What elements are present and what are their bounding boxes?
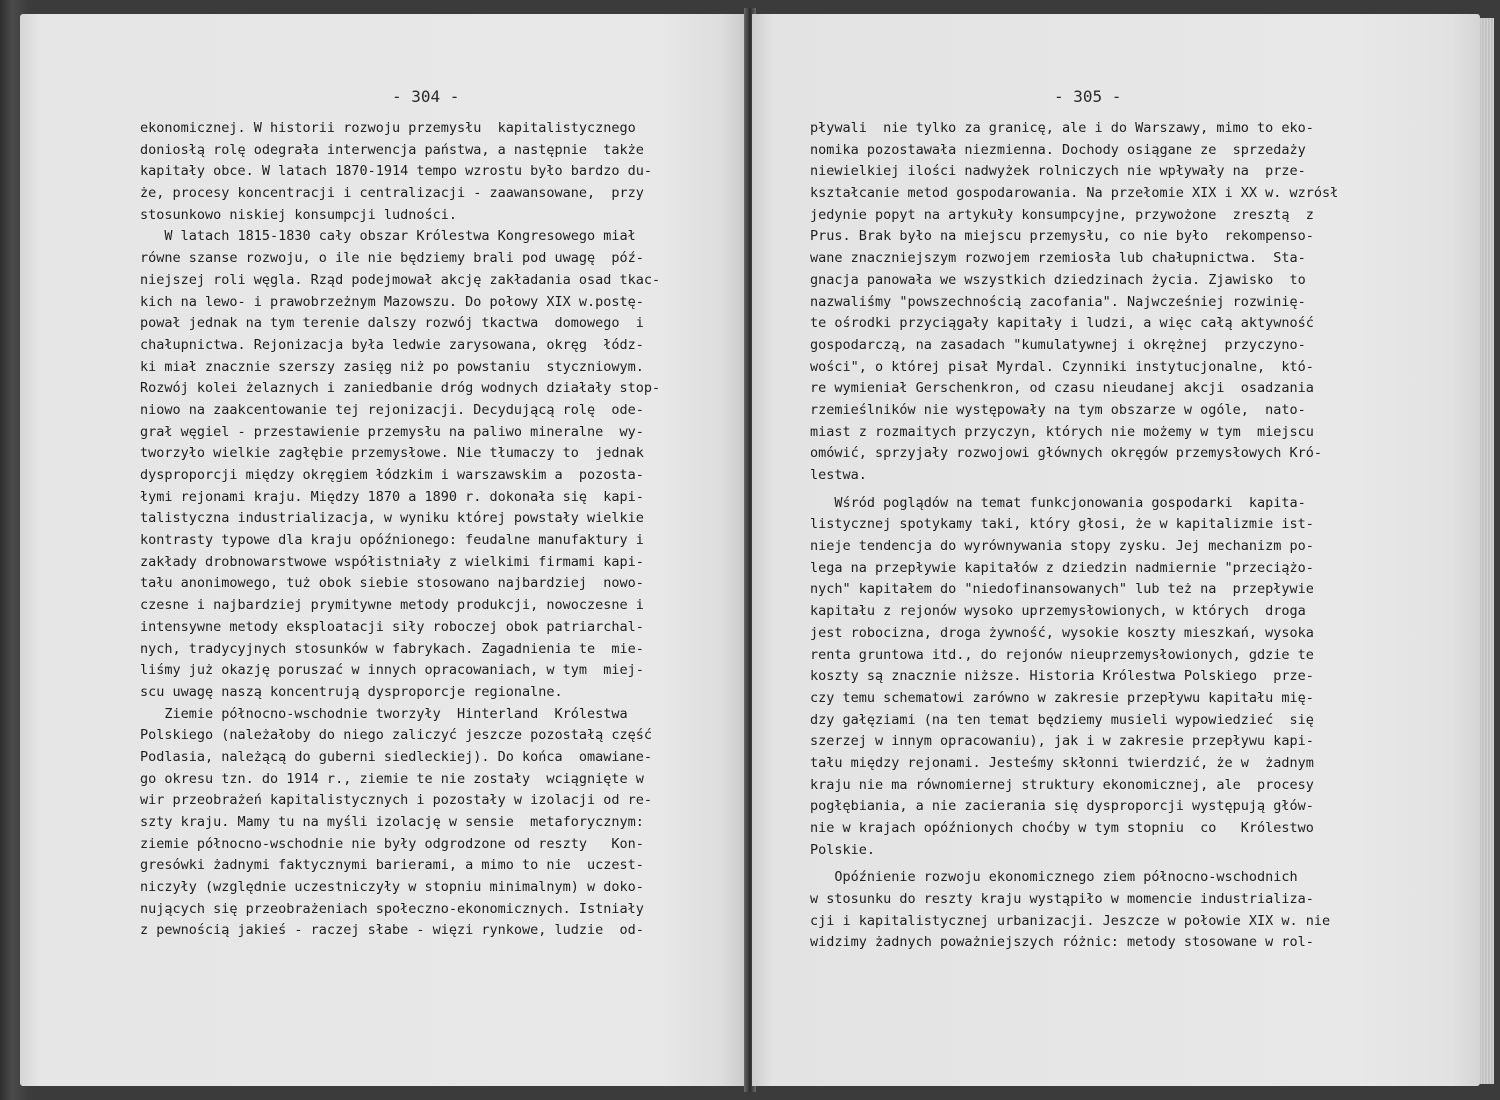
text-line: niejszej roli węgla. Rząd podejmował akcję zakładania osad tkac-	[140, 271, 661, 288]
text-line: re wymieniał Gerschenkron, od czasu nieudanej akcji osadzania	[810, 380, 1314, 397]
text-line: pływali nie tylko za granicę, ale i do Warszawy, mimo to eko-	[810, 120, 1314, 136]
text-line: gresówki żadnymi faktycznymi barierami, a mimo to nie uczest-	[140, 857, 644, 874]
text-line: Wśród poglądów na temat funkcjonowania gospodarki kapita-	[810, 494, 1306, 511]
text-line: nie w krajach opóźnionych choćby w tym stopniu co Królestwo	[810, 820, 1314, 836]
text-line: omówić, sprzyjały rozwojowi głównych okręgów przemysłowych Kró-	[810, 445, 1323, 462]
text-line: gnacja panowała we wszystkich dziedzinach życia. Zjawisko to	[810, 271, 1306, 288]
text-line: niowo na zaakcentowanie tej rejonizacji. Decydującą rolę ode-	[140, 401, 644, 418]
text-line: niewielkiej ilości nadwyżek rolniczych nie wpływały na prze-	[810, 163, 1306, 180]
text-line: z pewnością jakieś - raczej słabe - więzi rynkowe, ludzie od-	[140, 922, 644, 939]
text-line: kapitału z rejonów wysoko uprzemysłowionych, w których droga	[810, 603, 1306, 620]
text-line: Polskie.	[810, 841, 876, 858]
text-line: Ziemie północno-wschodnie tworzyły Hinterland Królestwa	[140, 705, 628, 722]
text-line: lega na przepływie kapitałów z dziedzin nadmiernie "przeciążo-	[810, 559, 1314, 576]
text-line: tworzyło wielkie zagłębie przemysłowe. Nie tłumaczy to jednak	[140, 445, 644, 462]
text-line: szty kraju. Mamy tu na myśli izolację w sensie metaforycznym:	[140, 814, 644, 830]
text-line: doniosłą rolę odegrała interwencja państwa, a następnie także	[140, 141, 644, 158]
left-page-text	[140, 118, 700, 942]
text-line: talistyczna industrializacja, w wyniku której powstały wielkie	[140, 510, 644, 527]
text-line: grał węgiel - przestawienie przemysłu na paliwo mineralne wy-	[140, 423, 644, 440]
text-line: niczyły (względnie uczestniczyły w stopniu minimalnym) w doko-	[140, 879, 644, 896]
text-line: kontrasty typowe dla kraju opóźnionego: feudalne manufaktury i	[140, 532, 644, 549]
text-line: W latach 1815-1830 cały obszar Królestwa Kongresowego miał	[140, 228, 636, 245]
text-line: nazwaliśmy "powszechnością zacofania". Najwcześniej rozwinię-	[810, 293, 1306, 310]
text-line: nomika pozostawała niezmienna. Dochody osiągane ze sprzedaży	[810, 141, 1306, 158]
text-line: koszty są znacznie niższe. Historia Królestwa Polskiego prze-	[810, 668, 1314, 685]
text-line: miast z rozmaitych przyczyn, których nie możemy w tym miejscu	[810, 423, 1314, 440]
page-number-left: - 304 -	[392, 87, 460, 106]
left-page	[20, 14, 748, 1086]
text-line: kształcanie metod gospodarowania. Na przełomie XIX i XX w. wzrósł	[810, 185, 1339, 202]
text-line: renta gruntowa itd., do rejonów nieuprzemysłowionych, gdzie te	[810, 646, 1314, 663]
text-line: Podlasia, należącą do guberni siedleckiej). Do końca omawiane-	[140, 748, 653, 765]
text-line: zakłady drobnowarstwowe współistniały z wielkimi firmami kapi-	[140, 553, 644, 570]
text-line: ki miał znacznie szerszy zasięg niż po powstaniu styczniowym.	[140, 358, 644, 375]
text-line: kapitały obce. W latach 1870-1914 tempo wzrostu było bardzo du-	[140, 163, 653, 180]
text-line: scu uwagę naszą koncentrują dysproporcje regionalne.	[140, 683, 563, 700]
text-line: widzimy żadnych poważniejszych różnic: metody stosowane w rol-	[810, 934, 1314, 951]
text-line: łymi rejonami kraju. Między 1870 a 1890 r. dokonała się kapi-	[140, 488, 644, 505]
text-line: pogłębiania, a nie zacierania się dysproporcji występują głów-	[810, 798, 1314, 815]
text-line: rzemieślników nie występowały na tym obszarze w ogóle, nato-	[810, 401, 1306, 418]
text-line: gospodarczą, na zasadach "kumulatywnej i okrężnej przyczyno-	[810, 336, 1306, 353]
text-line: tału anonimowego, tuż obok siebie stosowano najbardziej nowo-	[140, 575, 644, 592]
text-line: tału między rejonami. Jesteśmy skłonni twierdzić, że w żadnym	[810, 754, 1314, 771]
text-line: równe szanse rozwoju, o ile nie będziemy brali pod uwagę póź-	[140, 250, 644, 267]
text-line: Rozwój kolei żelaznych i zaniedbanie dróg wodnych działały stop-	[140, 380, 661, 397]
text-line: czy temu schematowi zarówno w zakresie przepływu kapitału mię-	[810, 689, 1314, 706]
text-line: Polskiego (należałoby do niego zaliczyć jeszcze pozostałą część	[140, 727, 653, 744]
text-line: że, procesy koncentracji i centralizacji - zaawansowane, przy	[140, 185, 644, 202]
text-line: szerzej w innym opracowaniu), jak i w zakresie przepływu kapi-	[810, 733, 1314, 750]
text-line: kraju nie ma równomiernej struktury ekonomicznej, ale procesy	[810, 776, 1314, 793]
text-line: kich na lewo- i prawobrzeżnym Mazowszu. Do połowy XIX w.postę-	[140, 293, 644, 310]
right-page-text	[810, 118, 1370, 954]
text-line: czesne i najbardziej prymitywne metody produkcji, nowoczesne i	[140, 597, 644, 614]
text-line: Opóźnienie rozwoju ekonomicznego ziem północno-wschodnich	[810, 869, 1298, 886]
page-number-right: - 305 -	[1054, 87, 1122, 106]
text-line: wir przeobrażeń kapitalistycznych i pozostały w izolacji od re-	[140, 792, 653, 809]
text-line: nych" kapitałem do "niedofinansowanych" lub też na przepływie	[810, 581, 1314, 598]
text-line: wane znaczniejszym rozwojem rzemiosła lub chałupnictwa. Sta-	[810, 250, 1306, 267]
text-line: pował jednak na tym terenie dalszy rozwój tkactwa domowego i	[140, 315, 644, 332]
text-line: stosunkowo niskiej konsumpcji ludności.	[140, 206, 457, 223]
text-line: listycznej spotykamy taki, który głosi, że w kapitalizmie ist-	[810, 516, 1314, 533]
text-line: nieje tendencja do wyrównywania stopy zysku. Jej mechanizm po-	[810, 538, 1314, 555]
text-line: go okresu tzn. do 1914 r., ziemie te nie zostały wciągnięte w	[140, 770, 644, 787]
text-line: jedynie popyt na artykuły konsumpcyjne, przywożone zresztą z	[810, 206, 1314, 223]
text-line: lestwa.	[810, 467, 867, 483]
text-line: jest robocizna, droga żywność, wysokie koszty mieszkań, wysoka	[810, 624, 1314, 641]
text-line: w stosunku do reszty kraju wystąpiło w momencie industrializa-	[810, 891, 1314, 908]
text-line: liśmy już okazję poruszać w innych opracowaniach, w tym miej-	[140, 662, 644, 679]
page-stack-edge	[1480, 18, 1494, 1084]
text-line: ziemie północno-wschodnie nie były odgrodzone od reszty Kon-	[140, 835, 644, 852]
text-line: nych, tradycyjnych stosunków w fabrykach. Zagadnienia te mie-	[140, 640, 644, 657]
text-line: dzy gałęziami (na ten temat będziemy musieli wypowiedzieć się	[810, 711, 1314, 728]
text-line: intensywne metody eksploatacji siły roboczej obok patriarchal-	[140, 618, 644, 635]
text-line: te ośrodki przyciągały kapitały i ludzi, a więc całą aktywność	[810, 315, 1314, 332]
text-line: chałupnictwa. Rejonizacja była ledwie zarysowana, okręg łódz-	[140, 336, 644, 353]
text-line: ekonomicznej. W historii rozwoju przemysłu kapitalistycznego	[140, 120, 636, 136]
text-line: dysproporcji między okręgiem łódzkim i warszawskim a pozosta-	[140, 467, 644, 483]
text-line: Prus. Brak było na miejscu przemysłu, co nie było rekompenso-	[810, 228, 1314, 245]
text-line: nujących się przeobrażeniach społeczno-ekonomicznych. Istniały	[140, 900, 644, 917]
text-line: cji i kapitalistycznej urbanizacji. Jeszcze w połowie XIX w. nie	[810, 912, 1331, 929]
text-line: wości", o której pisał Myrdal. Czynniki instytucjonalne, któ-	[810, 358, 1314, 375]
right-page	[752, 14, 1480, 1086]
